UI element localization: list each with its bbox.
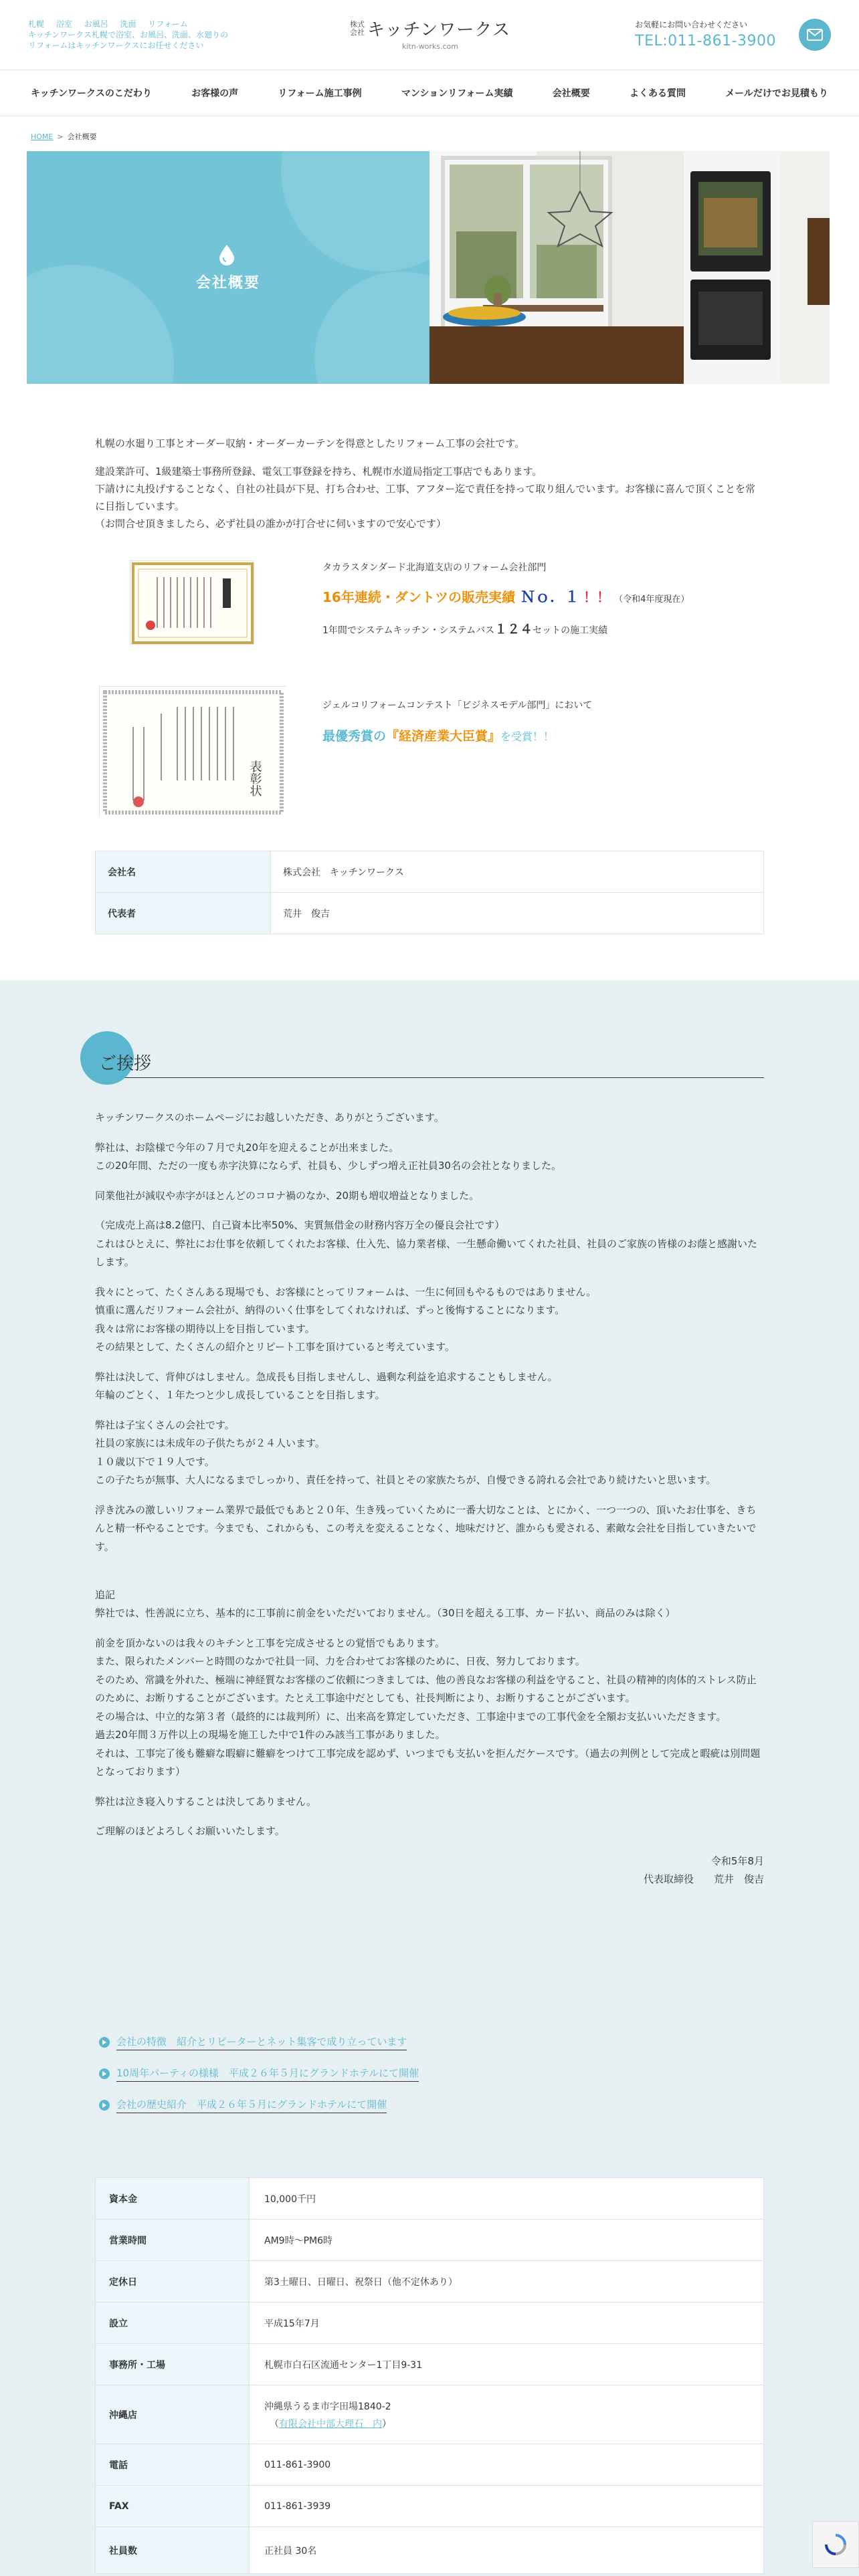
greeting-paragraph	[95, 1109, 764, 1128]
greeting-line: その結果として、たくさんの紹介とリピート工事を頂けていると考えています。	[95, 1341, 455, 1353]
greeting-line: それは、工事完了後も難癖な暇癖に難癖をつけて工事完成を認めず、いつまでも支払いを拒んだケースです。（過去の判例として完成と暇疵は別問題となっております）	[95, 1747, 761, 1778]
table-value: 第3土曜日、日曜日、祝祭日（他不定休あり）	[250, 2261, 764, 2302]
table-value: 沖縄県うるま市字田場1840-2 （有限会社中部大理石 内）	[250, 2385, 764, 2444]
table-row	[96, 2220, 764, 2261]
table-row	[96, 2178, 764, 2220]
greeting-line: 我々にとって、たくさんある現場でも、お客様にとってリフォームは、一生に何回もやるものではありません。	[95, 1285, 597, 1298]
signature-name: 代表取締役 荒井 俊吉	[643, 1873, 764, 1885]
svg-text:表彰状: 表彰状	[248, 760, 262, 796]
award-2-line-2: 最優秀賞の『経済産業大臣賞』を受賞！！	[322, 729, 555, 744]
mail-icon	[807, 29, 823, 41]
arrow-circle-icon	[99, 2037, 110, 2048]
tag-bath[interactable]: お風呂	[84, 19, 108, 29]
table-value: 株式会社 キッチンワークス	[271, 851, 764, 893]
greeting-paragraph	[95, 1416, 764, 1490]
greeting-line: また、限られたメンバーと時間のなかで社員一同、力を合わせてお客様のために、日夜、努力しております。	[95, 1655, 585, 1667]
tag-sapporo[interactable]: 札幌	[28, 19, 45, 29]
corporate-info-table	[95, 2177, 764, 2574]
table-row	[96, 2261, 764, 2302]
logo-company-type: 株式 会社	[350, 19, 365, 37]
water-drop-icon	[217, 243, 236, 266]
table-key: FAX	[96, 2486, 250, 2527]
greeting-line: 弊社は子宝くさんの会社です。	[95, 1418, 235, 1431]
header-contact	[635, 19, 776, 49]
greeting-line: 我々は常にお客様の期待以上を目指しています。	[95, 1322, 315, 1335]
nav-item-estimate[interactable]: メールだけでお見積もり	[725, 88, 828, 99]
table-row	[96, 2302, 764, 2344]
arrow-circle-icon	[99, 2100, 110, 2111]
table-key: 代表者	[96, 893, 271, 934]
greeting-line: 弊社は泣き寝入りすることは決してありません。	[95, 1795, 316, 1808]
greeting-paragraph	[95, 1822, 764, 1841]
greeting-paragraph	[95, 1139, 764, 1176]
header-tags	[28, 19, 228, 29]
greeting-line: この20年間、ただの一度も赤字決算にならず、社員も、少しずつ増え正社員30名の会社となりました。	[95, 1160, 561, 1172]
award-1-text	[322, 560, 689, 638]
page-title: 会社概要	[195, 275, 260, 292]
site-logo[interactable]	[348, 16, 512, 51]
breadcrumb	[31, 131, 97, 142]
greeting-paragraph	[95, 1793, 764, 1812]
table-value: 正社員 30名	[250, 2527, 764, 2574]
greeting-line: 社員の家族には未成年の子供たちが２４人います。	[95, 1437, 325, 1449]
greeting-paragraph	[95, 1568, 764, 1623]
nav-item-voice[interactable]: お客様の声	[191, 88, 239, 99]
hero-title-panel	[27, 151, 430, 384]
table-key: 定休日	[96, 2261, 250, 2302]
link-10th-party[interactable]: 10周年パーティの様様 平成２６年５月にグランドホテルにて開催	[99, 2066, 419, 2082]
chevron-right-icon: >	[57, 132, 64, 141]
award-1-line-1: タカラスタンダード北海道支店のリフォーム会社部門	[322, 562, 547, 573]
greeting-line: 慎重に選んだリフォーム会社が、納得のいく仕事をしてくれなければ、ずっと後悔することになります。	[95, 1304, 565, 1316]
greeting-body	[95, 1109, 764, 1889]
table-value: 011-861-3939	[250, 2486, 764, 2527]
table-row	[96, 851, 764, 893]
greeting-line: １０歳以下で１９人です。	[95, 1455, 215, 1468]
page-hero	[27, 151, 830, 384]
nav-item-faq[interactable]: よくある質問	[629, 88, 686, 99]
logo-url: kitn-works.com	[401, 42, 459, 51]
award-2-line-1: ジェルコリフォームコンテスト「ビジネスモデル部門」において	[322, 700, 593, 711]
certificate-image-2	[99, 686, 286, 817]
partner-company-link[interactable]: 有限会社中部大理石 内	[279, 2418, 382, 2430]
greeting-line: 追記	[95, 1588, 116, 1601]
intro-paragraph-2: 建設業許可、1級建築士事務所登録、電気工事登録を持ち、札幌市水道局指定工事店でもあります。 下請けに丸投げすることなく、自社の社員が下見、打ち合わせ、工事、アフター迄で責任を持って取り組んでいます。お客様に喜んで頂くことを常に目指しています。 （お問合せ頂きましたら、必ず社員の誰かが打合せに伺いますので安心です）	[95, 465, 756, 530]
greeting-line: 過去20年間３万件以上の現場を施工した中で1件のみ該当工事がありました。	[95, 1729, 446, 1741]
greeting-heading	[95, 1045, 764, 1078]
table-key: 社員数	[96, 2527, 250, 2574]
greeting-line: この子たちが無事、大人になるまでしっかり、責任を持って、社員とその家族たちが、自慢できる誇れる会社であり続けたいと思います。	[95, 1474, 717, 1486]
table-row	[96, 2344, 764, 2385]
header-tagline	[28, 19, 228, 51]
greeting-paragraph	[95, 1368, 764, 1405]
company-table	[95, 851, 764, 934]
intro-text	[95, 435, 764, 543]
greeting-paragraph	[95, 1283, 764, 1357]
link-company-history[interactable]: 会社の歴史紹介 平成２６年５月にグランドホテルにて開催	[99, 2097, 419, 2113]
table-row	[96, 2527, 764, 2574]
table-key: 電話	[96, 2444, 250, 2486]
breadcrumb-current: 会社概要	[67, 132, 97, 141]
award-1-line-3: 1年間でシステムキッチン・システムバス１２４セットの施工実績	[322, 622, 608, 637]
table-row	[96, 2486, 764, 2527]
greeting-paragraph	[95, 1501, 764, 1557]
greeting-signature	[95, 1852, 764, 1889]
greeting-line: 弊社では、性善説に立ち、基本的に工事前に前金をいただいておりません。（30日を超える工事、カード払い、商品のみは除く）	[95, 1607, 676, 1619]
related-links	[99, 2034, 419, 2129]
table-value: AM9時〜PM6時	[250, 2220, 764, 2261]
table-key: 会社名	[96, 851, 271, 893]
greeting-line: 浮き沈みの激しいリフォーム業界で最低でもあと２０年、生き残っていくために一番大切なことは、とにかく、一つ一つの、頂いたお仕事を、きちんと精一杯やることです。今までも、これからも、この考えを変えることなく、地味だけど、誰からも愛される、素敵な会社を目指していきたいです。	[95, 1503, 757, 1553]
nav-item-mansion[interactable]: マンションリフォーム実績	[401, 88, 513, 99]
mail-button[interactable]	[799, 19, 831, 51]
signature-date: 令和5年8月	[710, 1854, 764, 1867]
greeting-paragraph	[95, 1187, 764, 1206]
tag-bathroom[interactable]: 浴室	[56, 19, 72, 29]
kitchen-photo	[430, 151, 830, 384]
intro-paragraph-1: 札幌の水廻り工事とオーダー収納・オーダーカーテンを得意としたリフォーム工事の会社です。	[95, 437, 525, 449]
global-nav	[0, 70, 859, 116]
contact-label: お気軽にお問い合わせください	[635, 20, 748, 29]
award-1-line-2: 16年連続・ダントツの販売実績 Ｎｏ．１ ！！ （令和4年度現在）	[322, 589, 690, 606]
phone-number[interactable]: TEL:011-861-3900	[635, 33, 776, 49]
table-value: 011-861-3900	[250, 2444, 764, 2486]
nav-item-company[interactable]: 会社概要	[552, 88, 590, 99]
tagline-line-2: リフォームはキッチンワークスにお任せください	[28, 41, 204, 50]
tag-washroom[interactable]: 洗面	[120, 19, 136, 29]
site-header	[0, 0, 859, 70]
table-key: 営業時間	[96, 2220, 250, 2261]
table-value: 札幌市白石区流通センター1丁目9-31	[250, 2344, 764, 2385]
table-row	[96, 2444, 764, 2486]
link-company-features[interactable]: 会社の特徴 紹介とリピーターとネット集客で成り立っています	[99, 2034, 419, 2050]
recaptcha-badge[interactable]	[812, 2521, 859, 2568]
greeting-line: キッチンワークスのホームページにお越しいただき、ありがとうございます。	[95, 1111, 444, 1123]
table-key: 事務所・工場	[96, 2344, 250, 2385]
table-row	[96, 2385, 764, 2444]
greeting-line: （完成売上高は8.2億円、自己資本比率50%、実質無借金の財務内容万全の優良会社です）	[95, 1219, 505, 1231]
greeting-line: そのため、常識を外れた、極端に神経質なお客様のご依頼につきましては、他の善良なお客様の利益を守ること、社員の精神的肉体的ストレス防止のために、お断りすることがございます。たとえ工事途中だとしても、社長判断により、お断りすることがございます。	[95, 1673, 757, 1704]
logo-name: キッチンワークス	[367, 20, 510, 40]
table-row	[96, 893, 764, 934]
greeting-line: これはひとえに、弊社にお仕事を依頼してくれたお客様、仕入先、協力業者様、一生懸命働いてくれた社員、社員のご家族の皆様のお蔭と感謝いたします。	[95, 1237, 758, 1268]
tag-reform[interactable]: リフォーム	[148, 19, 188, 29]
table-value: 平成15年7月	[250, 2302, 764, 2344]
greeting-line: 同業他社が減収や赤字がほとんどのコロナ禍のなか、20期も増収増益となりました。	[95, 1189, 480, 1202]
nav-item-kodawari[interactable]: キッチンワークスのこだわり	[31, 88, 152, 99]
table-key: 沖縄店	[96, 2385, 250, 2444]
greeting-line: 年輪のごとく、１年たつと少し成長していることを目指します。	[95, 1389, 385, 1401]
greeting-paragraph	[95, 1634, 764, 1782]
greeting-paragraph	[95, 1216, 764, 1272]
arrow-circle-icon	[99, 2068, 110, 2079]
greeting-line: 弊社は、お陰様で今年の７月で丸20年を迎えることが出来ました。	[95, 1141, 399, 1154]
greeting-line: ご理解のほどよろしくお願いいたします。	[95, 1825, 285, 1837]
table-value: 荒井 俊吉	[271, 893, 764, 934]
greeting-line: 前金を頂かないのは我々のキチンと工事を完成させるとの覚悟でもあります。	[95, 1636, 446, 1649]
greeting-line: その場合は、中立的な第３者（最終的には裁判所）に、出来高を算定していただき、工事途中までの工事代金を全額お支払いいただきます。	[95, 1710, 727, 1723]
tagline-line-1: キッチンワークス札幌で浴室、お風呂、洗面、水廻りの	[28, 30, 229, 39]
breadcrumb-home[interactable]: HOME	[31, 132, 54, 141]
table-value: 10,000千円	[250, 2178, 764, 2220]
table-key: 設立	[96, 2302, 250, 2344]
greeting-line: 弊社は決して、背伸びはしません。急成長も目指しませんし、過剰な利益を追求することもしません。	[95, 1370, 558, 1383]
recaptcha-icon	[824, 2533, 848, 2557]
certificate-image-1	[130, 560, 254, 645]
nav-item-cases[interactable]: リフォーム施工事例	[278, 88, 362, 99]
greeting-title: ご挨拶	[99, 1054, 152, 1074]
award-2-text	[322, 698, 592, 745]
table-key: 資本金	[96, 2178, 250, 2220]
